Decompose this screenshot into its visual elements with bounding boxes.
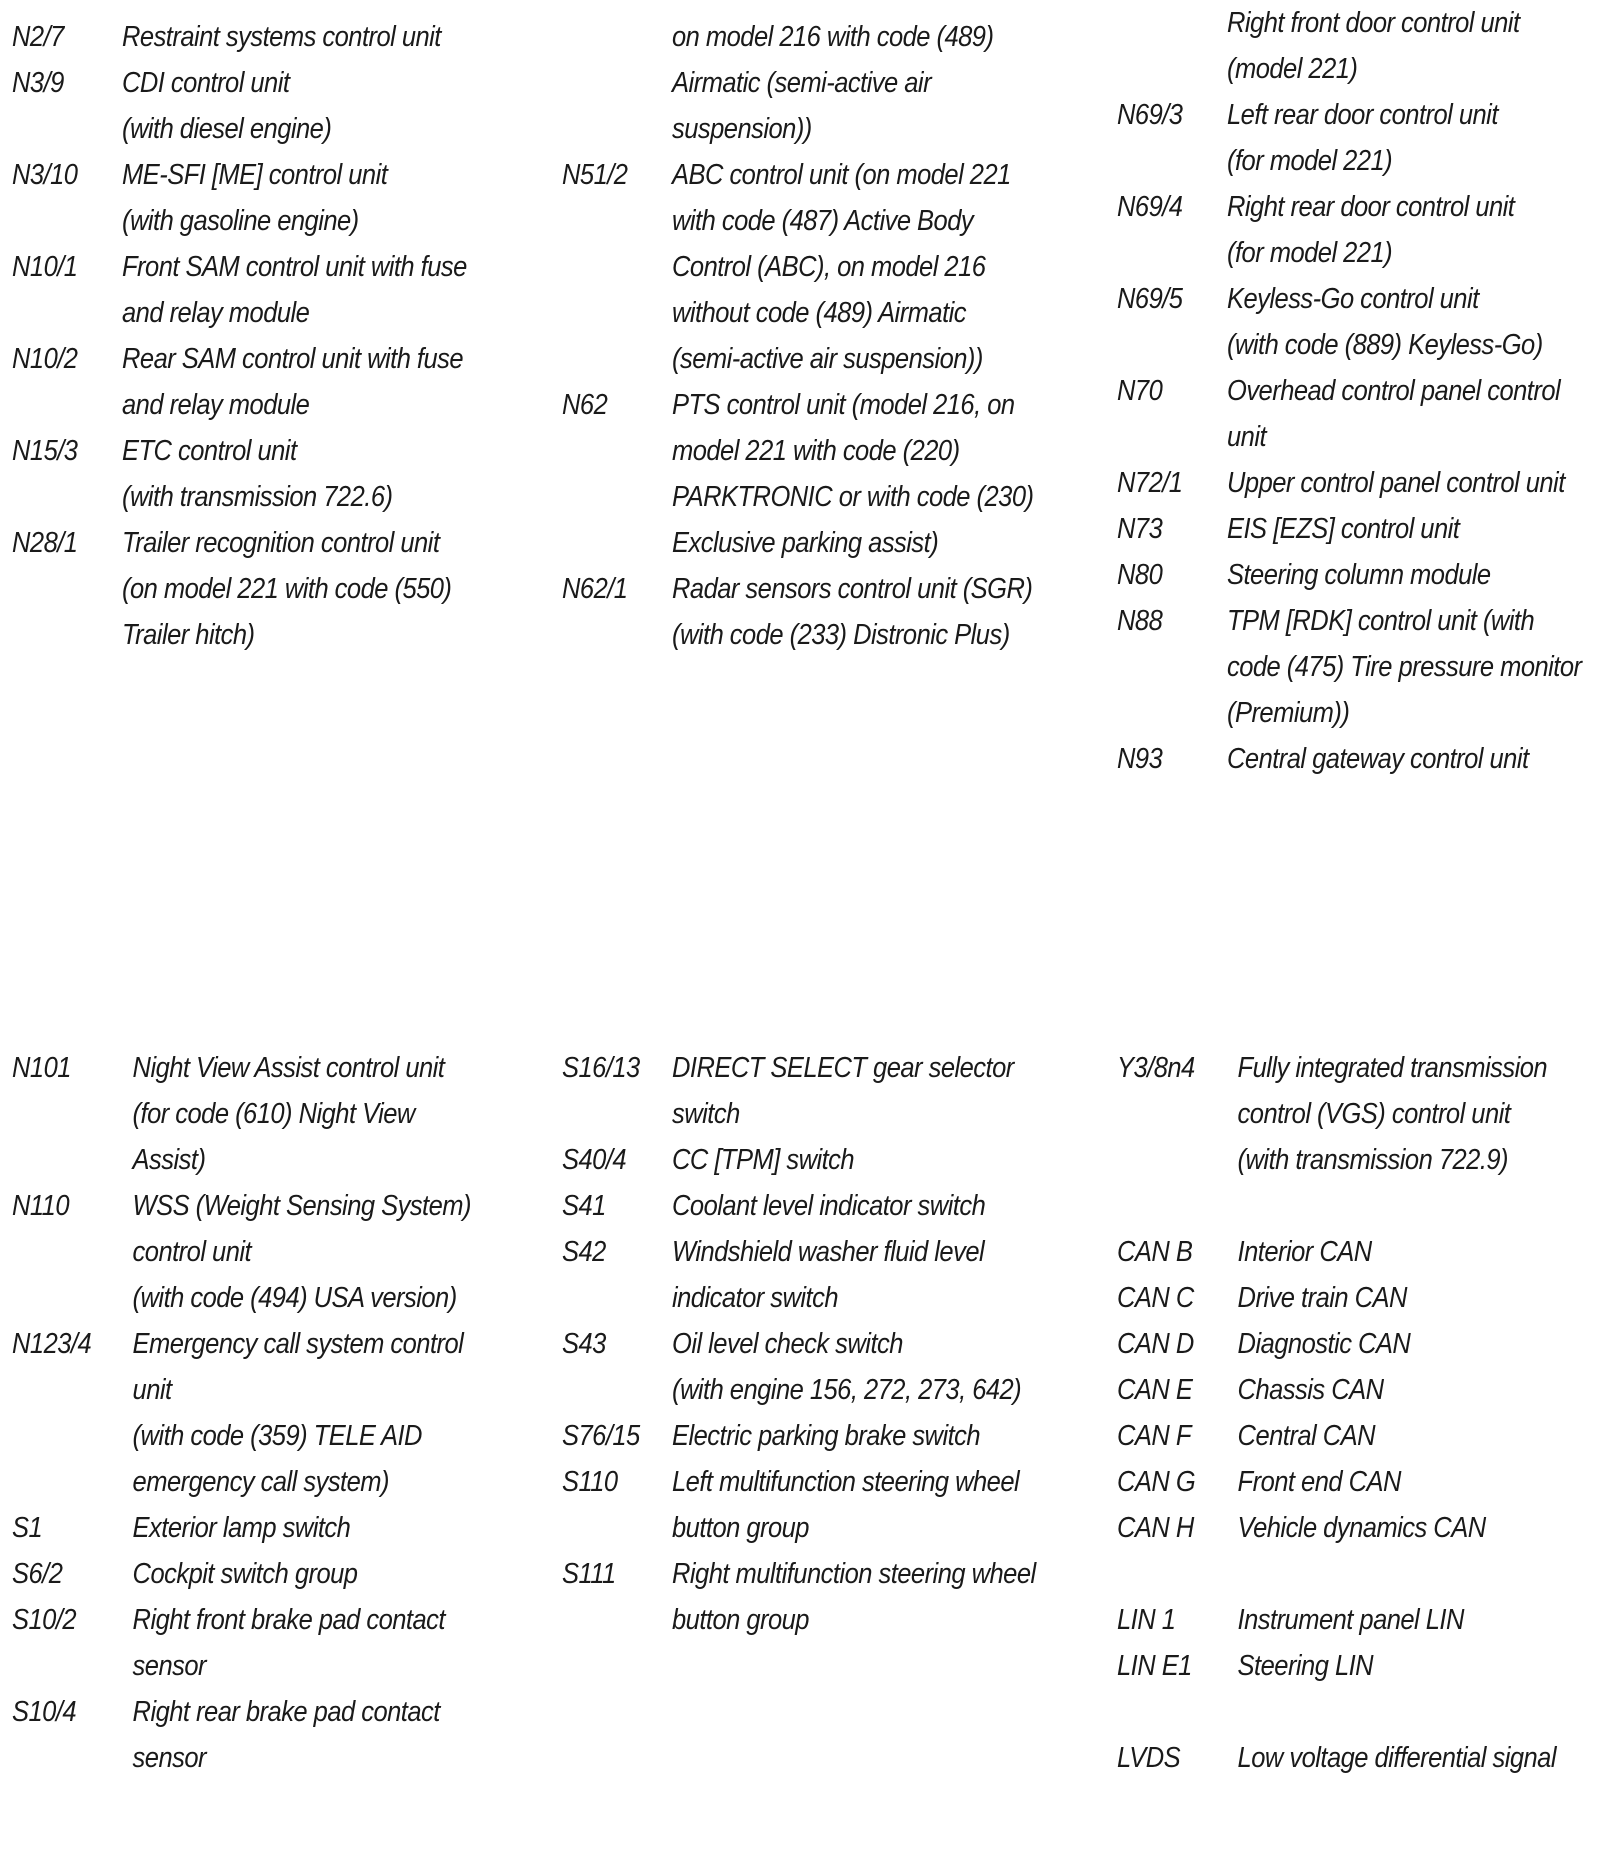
legend-entry (1117, 1367, 1556, 1413)
legend-entry (12, 1597, 471, 1689)
legend-entry (1117, 506, 1582, 552)
legend-entry (1117, 1045, 1556, 1183)
description-line: Front SAM control unit with fuse (122, 251, 467, 283)
description-line: CC [TPM] switch (672, 1144, 855, 1176)
component-code: N88 (1117, 605, 1163, 637)
description-line: Right front brake pad contact (132, 1604, 445, 1636)
component-code: S111 (562, 1558, 616, 1590)
component-description (1238, 1321, 1556, 1367)
description-line: button group (672, 1512, 809, 1544)
description-line: Diagnostic CAN (1237, 1328, 1411, 1360)
component-code: N62/1 (562, 573, 628, 605)
description-line: (model 221) (1227, 53, 1358, 85)
component-code: N2/7 (12, 21, 64, 53)
description-line: suspension)) (672, 113, 812, 145)
component-description (1227, 460, 1582, 506)
legend-entry (562, 1183, 1036, 1229)
description-line: and relay module (122, 297, 310, 329)
description-line: Central gateway control unit (1227, 743, 1529, 775)
description-line: with code (487) Active Body (672, 205, 974, 237)
component-description (672, 1321, 1036, 1413)
description-line: (with diesel engine) (122, 113, 332, 145)
component-description (1238, 1413, 1556, 1459)
description-line: Windshield washer fluid level (672, 1236, 985, 1268)
description-line: without code (489) Airmatic (672, 297, 967, 329)
description-line: Left rear door control unit (1227, 99, 1498, 131)
legend-entry (1117, 368, 1582, 460)
description-line: (semi-active air suspension)) (672, 343, 983, 375)
component-description (1238, 1597, 1556, 1643)
legend-bottom-column-3 (1117, 1045, 1600, 1781)
legend-entry (1117, 1413, 1556, 1459)
description-line: Right rear brake pad contact (132, 1696, 440, 1728)
legend-entry (12, 1689, 471, 1781)
description-line: (with code (494) USA version) (132, 1282, 457, 1314)
legend-entry (12, 1505, 471, 1551)
component-description (1227, 598, 1582, 736)
description-line: Right multifunction steering wheel (672, 1558, 1036, 1590)
legend-entry (562, 1551, 1036, 1643)
description-line: CDI control unit (122, 67, 290, 99)
legend-spacer (1117, 1183, 1600, 1229)
description-line: control unit (132, 1236, 252, 1268)
description-line: Control (ABC), on model 216 (672, 251, 986, 283)
description-line: Fully integrated transmission (1237, 1052, 1548, 1084)
description-line: Assist) (132, 1144, 206, 1176)
legend-entry (1117, 1505, 1556, 1551)
component-code: S6/2 (12, 1558, 63, 1590)
component-description (1238, 1505, 1556, 1551)
component-description (672, 1551, 1036, 1643)
component-code: S40/4 (562, 1144, 627, 1176)
description-line: sensor (132, 1742, 206, 1774)
component-description (122, 336, 467, 428)
legend-entry (562, 1045, 1036, 1137)
description-line: Cockpit switch group (132, 1558, 358, 1590)
component-description (1227, 736, 1582, 782)
component-description (1238, 1367, 1556, 1413)
component-code: N72/1 (1117, 467, 1183, 499)
component-description (133, 1505, 471, 1551)
component-description (133, 1597, 471, 1689)
description-line: (for code (610) Night View (132, 1098, 415, 1130)
component-description (672, 14, 1033, 152)
legend-entry (12, 336, 467, 428)
description-line: code (475) Tire pressure monitor (1227, 651, 1582, 683)
legend-entry (562, 1459, 1036, 1551)
legend-entry (12, 152, 467, 244)
legend-entry (1117, 1321, 1556, 1367)
component-description (672, 1413, 1036, 1459)
component-description (133, 1551, 471, 1597)
component-description (672, 382, 1033, 566)
component-code: LIN 1 (1117, 1604, 1176, 1636)
description-line: Exterior lamp switch (132, 1512, 351, 1544)
component-description (122, 60, 467, 152)
component-code: N62 (562, 389, 608, 421)
description-line: emergency call system) (132, 1466, 389, 1498)
description-line: PTS control unit (model 216, on (672, 389, 1015, 421)
component-description (672, 1045, 1036, 1137)
component-description (672, 1137, 1036, 1183)
description-line: and relay module (122, 389, 310, 421)
component-code: N73 (1117, 513, 1163, 545)
legend-entry (12, 14, 467, 60)
legend-entry (1117, 276, 1582, 368)
component-description (1238, 1735, 1556, 1781)
component-description (1227, 276, 1582, 368)
description-line: (for model 221) (1227, 237, 1393, 269)
description-line: (for model 221) (1227, 145, 1393, 177)
component-description (1227, 368, 1582, 460)
description-line: (with code (359) TELE AID (132, 1420, 422, 1452)
description-line: Night View Assist control unit (132, 1052, 445, 1084)
description-line: Vehicle dynamics CAN (1237, 1512, 1486, 1544)
description-line: unit (1227, 421, 1267, 453)
legend-entry (12, 1321, 471, 1505)
component-description (133, 1183, 471, 1321)
description-line: (with transmission 722.6) (122, 481, 393, 513)
legend-entry (12, 60, 467, 152)
legend-top-column-1 (12, 14, 529, 658)
description-line: Coolant level indicator switch (672, 1190, 986, 1222)
legend-entry (1117, 1229, 1556, 1275)
legend-entry (562, 382, 1033, 566)
legend-bottom-column-2 (562, 1045, 1100, 1643)
component-code: N28/1 (12, 527, 78, 559)
component-code: CAN E (1117, 1374, 1193, 1406)
description-line: Left multifunction steering wheel (672, 1466, 1020, 1498)
legend-entry (1117, 1459, 1556, 1505)
description-line: Exclusive parking assist) (672, 527, 939, 559)
description-line: (with code (233) Distronic Plus) (672, 619, 1010, 651)
legend-entry (562, 566, 1033, 658)
description-line: indicator switch (672, 1282, 839, 1314)
description-line: Steering LIN (1237, 1650, 1374, 1682)
legend-entry (12, 428, 467, 520)
description-line: Trailer recognition control unit (122, 527, 440, 559)
description-line: ABC control unit (on model 221 (672, 159, 1011, 191)
component-description (672, 566, 1033, 658)
description-line: Oil level check switch (672, 1328, 903, 1360)
description-line: Electric parking brake switch (672, 1420, 981, 1452)
description-line: (with engine 156, 272, 273, 642) (672, 1374, 1022, 1406)
legend-entry (1117, 1643, 1556, 1689)
component-code: S76/15 (562, 1420, 640, 1452)
component-code: N3/9 (12, 67, 64, 99)
component-code: N3/10 (12, 159, 78, 191)
legend-entry (1117, 552, 1582, 598)
component-code: Y3/8n4 (1117, 1052, 1195, 1084)
legend-entry (12, 1183, 471, 1321)
component-code: S10/2 (12, 1604, 77, 1636)
legend-top-column-2 (562, 14, 1098, 658)
component-code: S1 (12, 1512, 43, 1544)
description-line: Instrument panel LIN (1237, 1604, 1464, 1636)
component-code: CAN F (1117, 1420, 1191, 1452)
component-code: N123/4 (12, 1328, 92, 1360)
description-line: DIRECT SELECT gear selector (672, 1052, 1014, 1084)
description-line: switch (672, 1098, 740, 1130)
component-description (122, 244, 467, 336)
legend-entry (562, 152, 1033, 382)
component-code: N101 (12, 1052, 71, 1084)
component-description (1238, 1459, 1556, 1505)
description-line: PARKTRONIC or with code (230) (672, 481, 1034, 513)
component-description (122, 520, 467, 658)
component-code: CAN C (1117, 1282, 1194, 1314)
component-code: LIN E1 (1117, 1650, 1192, 1682)
description-line: Front end CAN (1237, 1466, 1401, 1498)
component-code: S42 (562, 1236, 606, 1268)
component-code: N69/3 (1117, 99, 1183, 131)
description-line: Radar sensors control unit (SGR) (672, 573, 1033, 605)
description-line: Restraint systems control unit (122, 21, 441, 53)
description-line: Steering column module (1227, 559, 1491, 591)
component-description (133, 1689, 471, 1781)
description-line: Airmatic (semi-active air (672, 67, 932, 99)
component-code: N93 (1117, 743, 1163, 775)
description-line: TPM [RDK] control unit (with (1227, 605, 1535, 637)
component-code: CAN G (1117, 1466, 1196, 1498)
description-line: Right front door control unit (1227, 7, 1520, 39)
legend-bottom-column-1 (12, 1045, 534, 1781)
legend-entry (12, 520, 467, 658)
component-description (1227, 552, 1582, 598)
description-line: control (VGS) control unit (1237, 1098, 1511, 1130)
component-code: N10/1 (12, 251, 78, 283)
component-description (122, 428, 467, 520)
description-line: Upper control panel control unit (1227, 467, 1565, 499)
description-line: EIS [EZS] control unit (1227, 513, 1460, 545)
component-code: N110 (12, 1190, 70, 1222)
description-line: WSS (Weight Sensing System) (132, 1190, 471, 1222)
component-code: S43 (562, 1328, 606, 1360)
description-line: button group (672, 1604, 809, 1636)
description-line: (with transmission 722.9) (1237, 1144, 1509, 1176)
component-description (672, 1459, 1036, 1551)
component-description (1227, 0, 1582, 92)
component-description (133, 1045, 471, 1183)
component-description (1227, 184, 1582, 276)
component-code: N70 (1117, 375, 1163, 407)
component-description (1238, 1229, 1556, 1275)
description-line: on model 216 with code (489) (672, 21, 994, 53)
description-line: Keyless-Go control unit (1227, 283, 1479, 315)
legend-entry (12, 1045, 471, 1183)
component-code: N51/2 (562, 159, 628, 191)
component-code: N69/4 (1117, 191, 1183, 223)
description-line: model 221 with code (220) (672, 435, 960, 467)
description-line: ETC control unit (122, 435, 297, 467)
legend-entry (562, 1137, 1036, 1183)
legend-entry (562, 1413, 1036, 1459)
legend-entry (562, 14, 1033, 152)
description-line: sensor (132, 1650, 206, 1682)
component-description (1227, 506, 1582, 552)
description-line: (with code (889) Keyless-Go) (1227, 329, 1543, 361)
legend-entry (1117, 184, 1582, 276)
description-line: unit (132, 1374, 172, 1406)
legend-entry (12, 1551, 471, 1597)
legend-entry (1117, 460, 1582, 506)
component-description (122, 152, 467, 244)
description-line: Rear SAM control unit with fuse (122, 343, 464, 375)
legend-entry (1117, 598, 1582, 736)
component-description (672, 152, 1033, 382)
legend-entry (1117, 0, 1582, 92)
legend-entry (562, 1229, 1036, 1321)
description-line: Overhead control panel control (1227, 375, 1561, 407)
description-line: ME-SFI [ME] control unit (122, 159, 388, 191)
description-line: Central CAN (1237, 1420, 1375, 1452)
component-description (133, 1321, 471, 1505)
legend-entry (1117, 1735, 1556, 1781)
description-line: Emergency call system control (132, 1328, 464, 1360)
component-code: LVDS (1117, 1742, 1181, 1774)
component-code: S110 (562, 1466, 618, 1498)
component-code: CAN H (1117, 1512, 1194, 1544)
description-line: Right rear door control unit (1227, 191, 1515, 223)
component-code: N69/5 (1117, 283, 1183, 315)
legend-entry (1117, 1597, 1556, 1643)
component-code: N80 (1117, 559, 1163, 591)
legend-entry (1117, 736, 1582, 782)
legend-spacer (1117, 1551, 1600, 1597)
legend-spacer (1117, 1689, 1600, 1735)
legend-entry (562, 1321, 1036, 1413)
component-description (1227, 92, 1582, 184)
component-code: S16/13 (562, 1052, 640, 1084)
description-line: (Premium)) (1227, 697, 1350, 729)
component-code: CAN B (1117, 1236, 1193, 1268)
legend-entry (1117, 1275, 1556, 1321)
component-code: S10/4 (12, 1696, 77, 1728)
description-line: (on model 221 with code (550) (122, 573, 452, 605)
description-line: Trailer hitch) (122, 619, 255, 651)
component-description (1238, 1643, 1556, 1689)
component-description (1238, 1045, 1556, 1183)
component-description (122, 14, 467, 60)
component-code: CAN D (1117, 1328, 1194, 1360)
component-code: S41 (562, 1190, 606, 1222)
legend-top-column-3 (1117, 0, 1600, 782)
description-line: Chassis CAN (1237, 1374, 1384, 1406)
description-line: Drive train CAN (1237, 1282, 1407, 1314)
component-description (672, 1229, 1036, 1321)
component-code: N10/2 (12, 343, 78, 375)
description-line: (with gasoline engine) (122, 205, 359, 237)
legend-entry (1117, 92, 1582, 184)
description-line: Low voltage differential signal (1237, 1742, 1556, 1774)
component-description (672, 1183, 1036, 1229)
component-code: N15/3 (12, 435, 78, 467)
description-line: Interior CAN (1237, 1236, 1372, 1268)
component-description (1238, 1275, 1556, 1321)
legend-entry (12, 244, 467, 336)
